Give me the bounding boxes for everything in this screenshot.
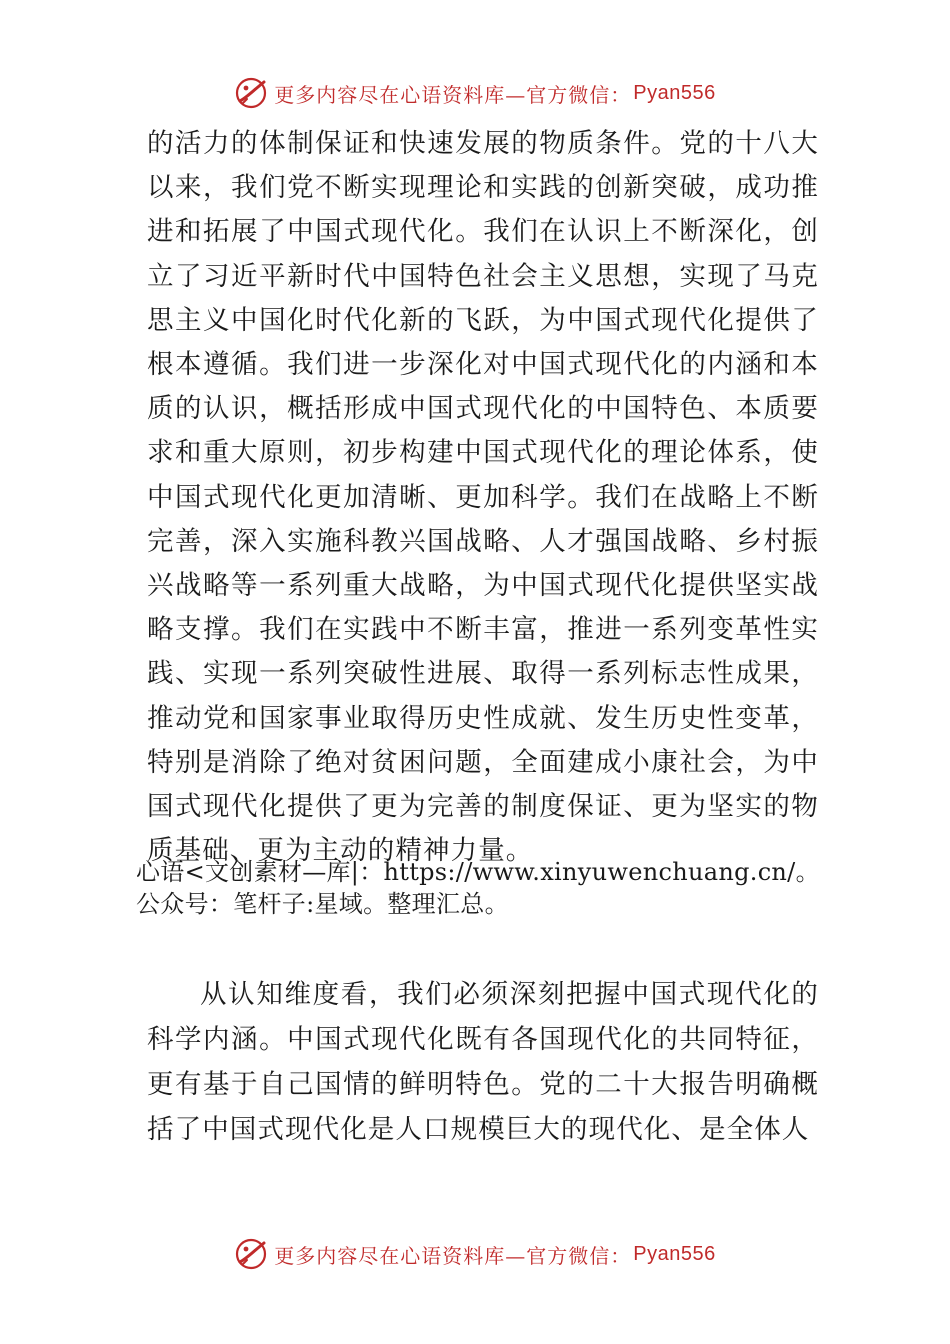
header-watermark [0,71,950,115]
body-paragraph-1: 的活力的体制保证和快速发展的物质条件。党的十八大以来，我们党不断实现理论和实践的创新突破，成功推进和拓展了中国式现代化。我们在认识上不断深化，创立了习近平新时代中国特色社会主义思想，实现了马克思主义中国化时代化新的飞跃，为中国式现代化提供了根本遵循。我们进一步深化对中国式现代化的内涵和本质的认识，概括形成中国式现代化的中国特色、本质要求和重大原则，初步构建中国式现代化的理论体系，使中国式现代化更加清晰、更加科学。我们在战略上不断完善，深入实施科教兴国战略、人才强国战略、乡村振兴战略等一系列重大战略，为中国式现代化提供坚实战略支撑。我们在实践中不断丰富，推进一系列变革性实践、实现一系列突破性进展、取得一系列标志性成果，推动党和国家事业取得历史性成就、发生历史性变革，特别是消除了绝对贫困问题，全面建成小康社会，为中国式现代化提供了更为完善的制度保证、更为坚实的物质基础、更为主动的精神力量。 [147,128,819,867]
watermark-label: 更多内容尽在心语资料库—官方微信： [274,82,632,107]
footer-watermark [0,1232,950,1276]
watermark-account: Pyan556 [633,1242,716,1265]
source-note: 心语<文创素材—库|：https://www.xinyuwenchuang.cn/。公众号：笔杆子:星域。整理汇总。 [136,858,820,918]
watermark-label: 更多内容尽在心语资料库—官方微信： [274,1243,632,1268]
brush-pen-logo-icon [234,76,268,110]
watermark-account: Pyan556 [633,81,716,104]
brush-pen-logo-icon [234,1237,268,1271]
body-paragraph-2: 从认知维度看，我们必须深刻把握中国式现代化的科学内涵。中国式现代化既有各国现代化的共同特征，更有基于自己国情的鲜明特色。党的二十大报告明确概括了中国式现代化是人口规模巨大的现代化、是全体人 [147,979,819,1145]
